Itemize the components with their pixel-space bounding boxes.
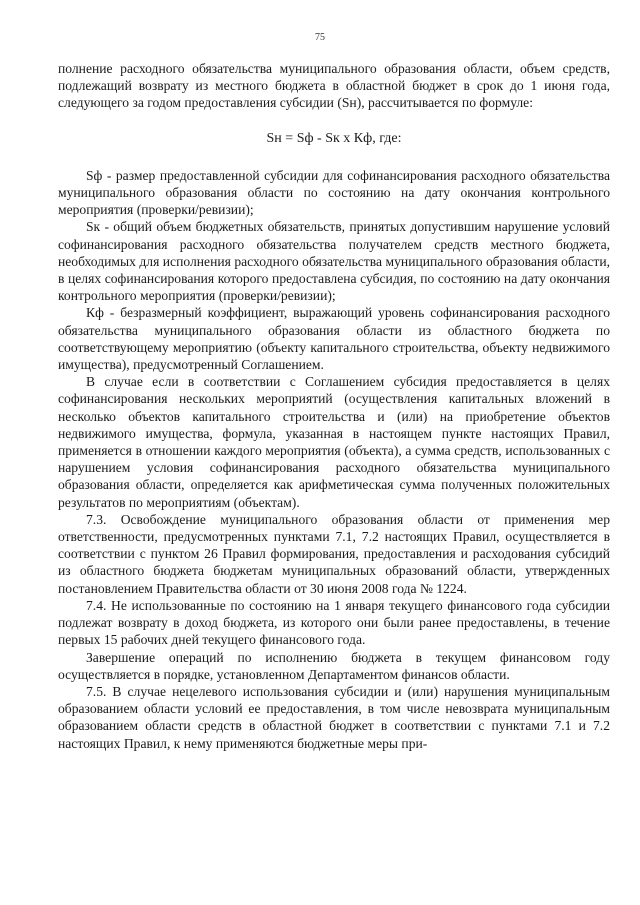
paragraph-7-4: 7.4. Не использованные по состоянию на 1 января текущего финансового года субсидии подлежат возврату в доход бюджета, из которого они были ранее предоставлены, в течение первых 15 рабочих дней текущего финансового года. bbox=[58, 597, 610, 648]
paragraph-sf-definition: Sф - размер предоставленной субсидии для софинансирования расходного обязательства муниципального образования области по состоянию на дату окончания контрольного мероприятия (проверки/ревизии); bbox=[58, 167, 610, 218]
formula: Sн = Sф - Sк х Кф, где: bbox=[266, 130, 402, 146]
paragraph-intro: полнение расходного обязательства муниципального образования области, объем средств, подлежащий возврату из местного бюджета в областной бюджет в срок до 1 июня года, следующего за годом предоставления субсидии (Sн), рассчитывается по формуле: bbox=[58, 61, 610, 111]
paragraph-completion: Завершение операций по исполнению бюджета в текущем финансовом году осуществляется в порядке, установленном Департаментом финансов области. bbox=[58, 649, 610, 682]
page-number: 75 bbox=[315, 32, 325, 43]
paragraph-kf-definition: Кф - безразмерный коэффициент, выражающий уровень софинансирования расходного обязательства муниципального образования области из областного бюджета по соответствующему мероприятию (объекту капитального строительства, объекту недвижимого имущества), предусмотренный Соглашением. bbox=[58, 305, 610, 373]
paragraph-7-3: 7.3. Освобождение муниципального образования области от применения мер ответственности, предусмотренных пунктами 7.1, 7.2 настоящих Правил, осуществляется в соответствии с пунктом 26 Правил формирования, предоставления и расходования субсидий из областного бюджета бюджетам муниципальных образований области, утвержденных постановлением Правительства области от 30 июня 2008 года № 1224. bbox=[58, 511, 610, 596]
paragraph-multiple-activities: В случае если в соответствии с Соглашением субсидия предоставляется в целях софинансирования нескольких мероприятий (осуществления капитальных вложений в несколько объектов капитального строительства и (или) на приобретение объектов недвижимого имущества, формула, указанная в настоящем пункте настоящих Правил, применяется в отношении каждого мероприятия (объекта), а сумма средств, использованных с нарушением условия софинансирования расходного обязательства муниципального образования области, определяется как арифметическая сумма полученных положительных результатов по мероприятиям (объектам). bbox=[58, 374, 610, 510]
document-body bbox=[58, 60, 610, 752]
paragraph-sk-definition: Sк - общий объем бюджетных обязательств, принятых допустившим нарушение условий софинансирования расходного обязательства получателем средств местного бюджета, необходимых для исполнения расходного обязательства муниципального образования области, в целях софинансирования которого предоставлена субсидия, по состоянию на дату окончания контрольного мероприятия (проверки/ревизии); bbox=[58, 219, 610, 304]
paragraph-7-5: 7.5. В случае нецелевого использования субсидии и (или) нарушения муниципальным образованием области условий ее предоставления, в том числе невозврата муниципальным образованием области средств в областной бюджет в соответствии с пунктами 7.1 и 7.2 настоящих Правил, к нему применяются бюджетные меры при- bbox=[58, 683, 610, 751]
